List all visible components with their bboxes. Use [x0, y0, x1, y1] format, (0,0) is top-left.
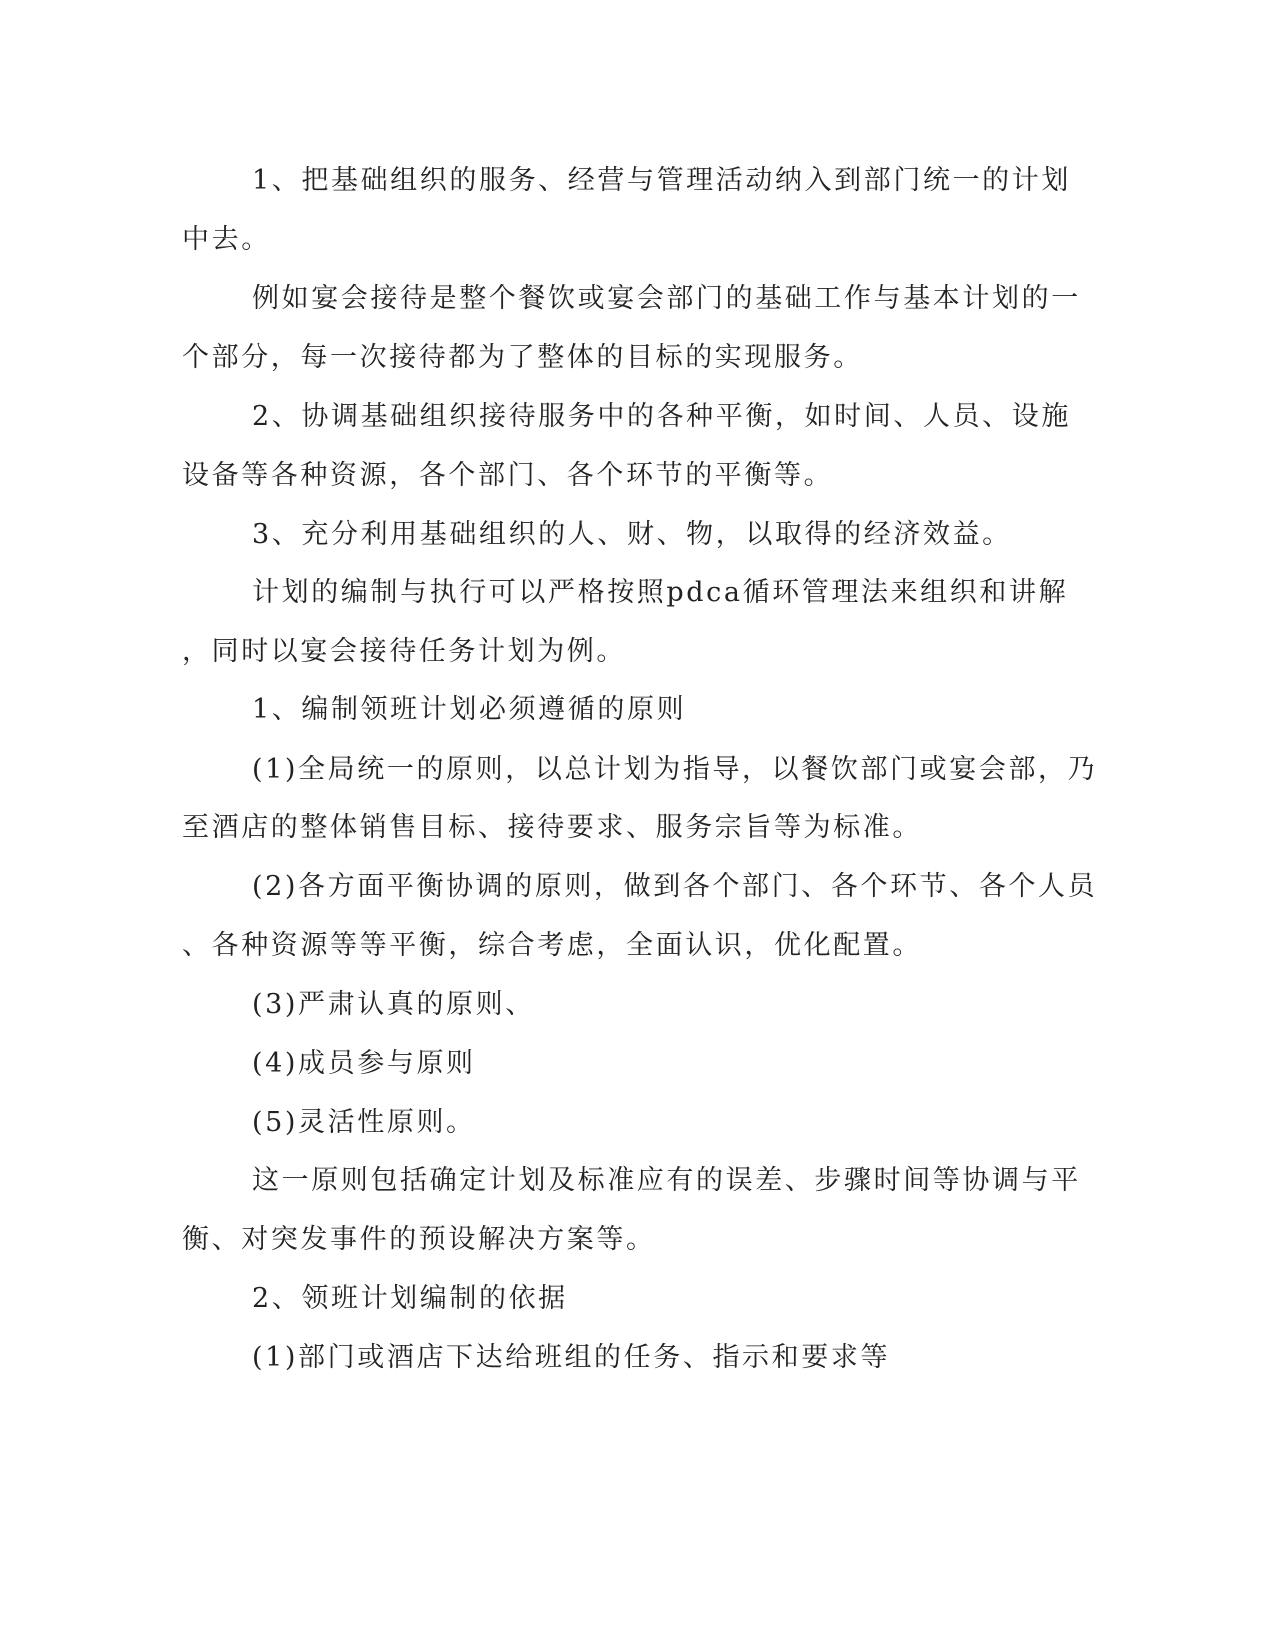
paragraph-line: ，同时以宴会接待任务计划为例。 — [182, 636, 626, 667]
paragraph-line: 、各种资源等等平衡，综合考虑，全面认识，优化配置。 — [182, 930, 922, 961]
paragraph-line: (2)各方面平衡协调的原则，做到各个部门、各个环节、各个人员 — [252, 871, 1098, 902]
paragraph-line: 计划的编制与执行可以严格按照pdca循环管理法来组织和讲解 — [252, 577, 1069, 608]
paragraph-line: (3)严肃认真的原则、 — [252, 989, 535, 1020]
paragraph-line: (1)全局统一的原则，以总计划为指导，以餐饮部门或宴会部，乃 — [252, 754, 1098, 785]
paragraph-line: (1)部门或酒店下达给班组的任务、指示和要求等 — [252, 1342, 891, 1373]
paragraph-line: 例如宴会接待是整个餐饮或宴会部门的基础工作与基本计划的一 — [252, 283, 1081, 314]
section-heading: 2、领班计划编制的依据 — [252, 1283, 568, 1314]
paragraph-line: 中去。 — [182, 224, 271, 255]
paragraph-line: 这一原则包括确定计划及标准应有的误差、步骤时间等协调与平 — [252, 1165, 1081, 1196]
paragraph-line: 至酒店的整体销售目标、接待要求、服务宗旨等为标准。 — [182, 812, 922, 843]
paragraph-line: (5)灵活性原则。 — [252, 1107, 476, 1138]
paragraph-line: 个部分，每一次接待都为了整体的目标的实现服务。 — [182, 342, 863, 373]
paragraph-line: 2、协调基础组织接待服务中的各种平衡，如时间、人员、设施 — [252, 401, 1071, 432]
paragraph-line: 衡、对突发事件的预设解决方案等。 — [182, 1224, 656, 1255]
paragraph-line: 设备等各种资源，各个部门、各个环节的平衡等。 — [182, 460, 834, 491]
section-heading: 1、编制领班计划必须遵循的原则 — [252, 694, 687, 725]
paragraph-line: (4)成员参与原则 — [252, 1048, 476, 1079]
paragraph-line: 1、把基础组织的服务、经营与管理活动纳入到部门统一的计划 — [252, 165, 1071, 196]
paragraph-line: 3、充分利用基础组织的人、财、物，以取得的经济效益。 — [252, 519, 1012, 550]
